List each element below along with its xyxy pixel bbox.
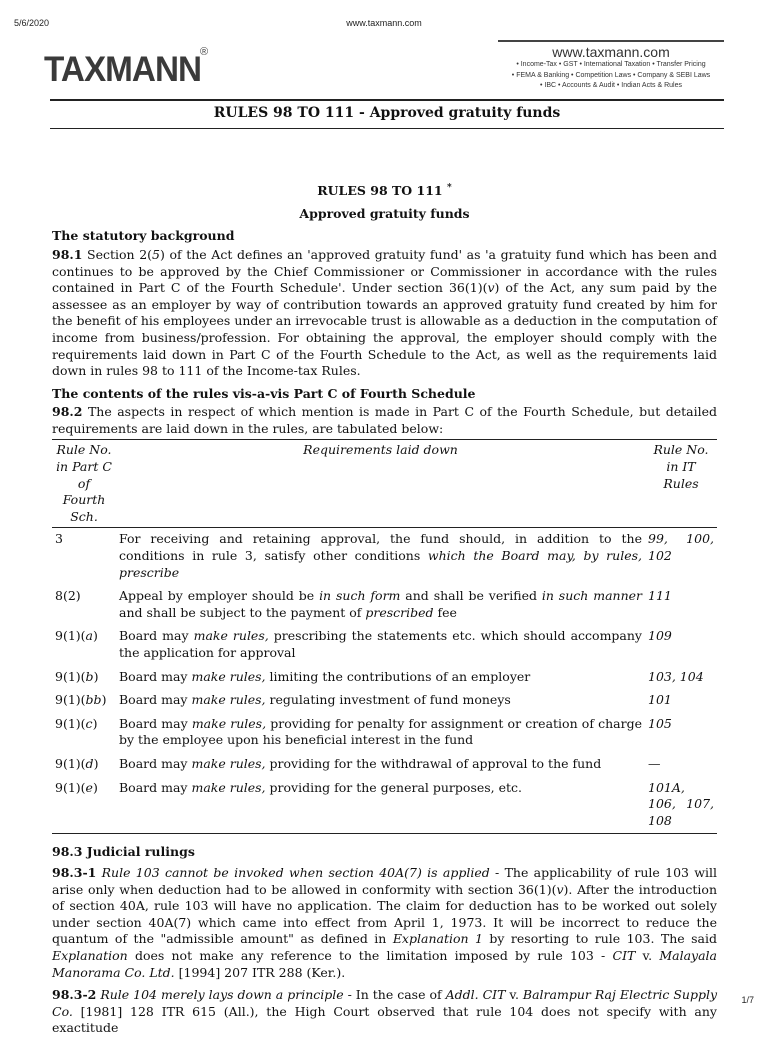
footnote-star[interactable]: * [447, 183, 452, 193]
print-date: 5/6/2020 [14, 18, 50, 28]
registered-mark: ® [200, 46, 209, 58]
page-number: 1/7 [741, 995, 754, 1005]
brand-services-line: • Income-Tax • GST • International Taxation • Transfer Pricing [516, 61, 706, 68]
column-header: Rule No. in Part C of Fourth Sch. [52, 440, 116, 528]
table-row: 3 For receiving and retaining approval, the fund should, in addition to the conditions in rule 3, satisfy other conditions which the Board may, by rules, prescribe 99, 100, 102 [55, 531, 714, 580]
brand-services-line: • IBC • Accounts & Audit • Indian Acts & Rules [540, 82, 682, 89]
rules-table [52, 439, 717, 834]
main-heading: RULES 98 TO 111 * [317, 183, 452, 199]
brand-box [498, 40, 724, 92]
table-row: 9(1)(d) Board may make rules, providing for the withdrawal of approval to the fund — [55, 755, 661, 771]
paragraph-98-3-1: 98.3-1 Rule 103 cannot be invoked when section 40A(7) is applied - The applicability of rule 103 will arise only when deduction had to be allowed in conformity with section 36(1)(v). After the introduction of section 40A, rule 103 will have no application. The claim for deduction has to be worked out solely under section 40A(7) which came into effect from April 1, 1973. It will be incorrect to reduce the quantum of the "admissible amount" as defined in Explanation 1 by resorting to rule 103. The said Explanation does not make any reference to the limitation imposed by rule 103 - CIT v. Malayala Manorama Co. Ltd. [1994] 207 ITR 288 (Ker.). [52, 864, 718, 980]
document-title: RULES 98 TO 111 - Approved gratuity funds [213, 105, 561, 121]
table-row: 9(1)(bb) Board may make rules, regulating investment of fund moneys 101 [55, 692, 672, 708]
column-header: Rule No. in IT Rules [645, 440, 717, 528]
brand-services-line: • FEMA & Banking • Competition Laws • Company & SEBI Laws [511, 71, 711, 79]
brand-url[interactable]: www.taxmann.com [552, 44, 670, 60]
print-url: www.taxmann.com [346, 18, 422, 28]
table-row: 9(1)(a) Board may make rules, prescribing the statements etc. which should accompany the application for approval 109 [55, 628, 672, 660]
document-body [52, 180, 717, 1043]
section-title: The contents of the rules vis-a-vis Part C of Fourth Schedule [52, 385, 476, 401]
sub-heading: Approved gratuity funds [299, 205, 470, 221]
section-title: 98.3 Judicial rulings [52, 844, 195, 860]
table-row: 9(1)(c) Board may make rules, providing for penalty for assignment or creation of charge by the employee upon his beneficial interest in the fund 105 [55, 715, 672, 748]
table-row: 9(1)(e) Board may make rules, providing for the general purposes, etc. 101A, 106, 107, 108 [52, 777, 717, 834]
paragraph-98-3-2: 98.3-2 Rule 104 merely lays down a principle - In the case of Addl. CIT v. Balrampur Raj Electric Supply Co. [1981] 128 ITR 615 (All.), the High Court observed that rule 104 does not specify with any exactitude [52, 987, 718, 1036]
table-header-row [52, 440, 717, 528]
title-divider [50, 128, 724, 129]
column-header: Requirements laid down [116, 440, 645, 528]
table-row: 9(1)(b) Board may make rules, limiting the contributions of an employer 103, 104 [55, 668, 704, 684]
section-title: The statutory background [52, 228, 235, 244]
paragraph-98-1: 98.1 Section 2(5) of the Act defines an 'approved gratuity fund' as 'a gratuity fund which has been and continues to be approved by the Chief Commissioner or Commissioner in accordance with the rules contained in Part C of the Fourth Schedule'. Under section 36(1)(v) of the Act, any sum paid by the assessee as an employer by way of contribution towards an approved gratuity fund created by him for the benefit of his employees under an irrevocable trust is allowable as a deduction in the computation of income from business/profession. For obtaining the approval, the employer should comply with the requirements laid down in Part C of the Fourth Schedule to the Act, as well as the requirements laid down in rules 98 to 111 of the Income-tax Rules. [52, 246, 717, 379]
table-row: 8(2) Appeal by employer should be in such form and shall be verified in such manner and shall be subject to the payment of prescribed fee 111 [55, 588, 672, 620]
paragraph-98-2: 98.2 The aspects in respect of which mention is made in Part C of the Fourth Schedule, but detailed requirements are laid down in the rules, are tabulated below: [52, 404, 717, 436]
header-divider [50, 99, 724, 101]
taxmann-logo: TAXMANN [44, 50, 202, 89]
